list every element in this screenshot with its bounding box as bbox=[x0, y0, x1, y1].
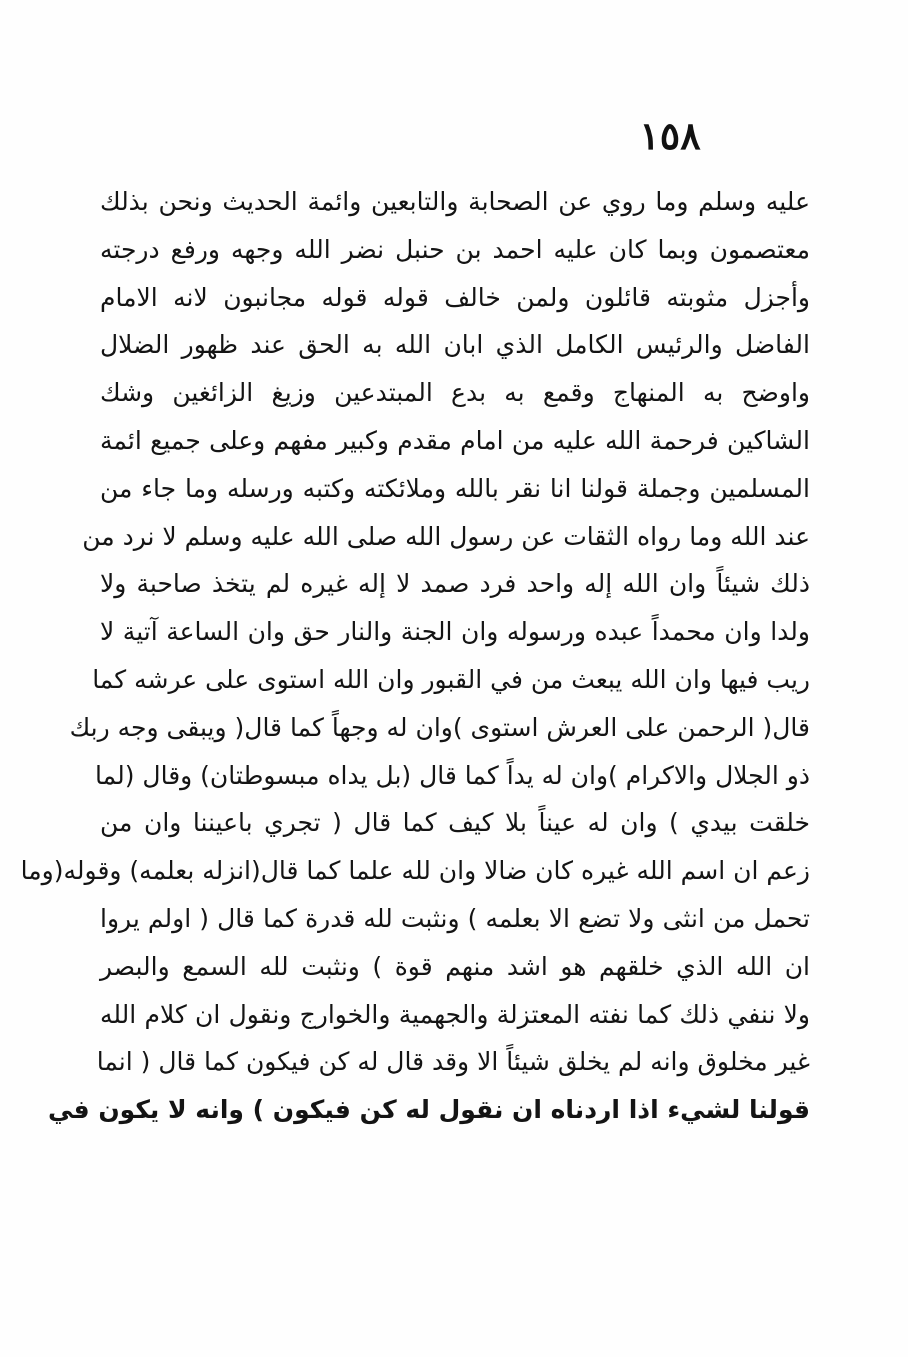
text-line: ان الله الذي خلقهم هو اشد منهم قوة ) ونثبت لله السمع والبصر bbox=[100, 951, 810, 981]
text-line: ريب فيها وان الله يبعث من في القبور وان الله استوى على عرشه كما bbox=[92, 664, 810, 694]
text-line: ذلك شيئاً وان الله إله واحد فرد صمد لا إله غيره لم يتخذ صاحبة ولا bbox=[100, 569, 810, 599]
text-line: تحمل من انثى ولا تضع الا بعلمه ) ونثبت لله قدرة كما قال ( اولم يروا bbox=[100, 903, 810, 933]
text-line: عليه وسلم وما روي عن الصحابة والتابعين وائمة الحديث ونحن بذلك bbox=[100, 187, 810, 216]
text-line: الفاضل والرئيس الكامل الذي ابان الله به الحق عند ظهور الضلال bbox=[100, 330, 810, 360]
text-line: الشاكين فرحمة الله عليه من امام مقدم وكبير مفهم وعلى جميع ائمة bbox=[100, 425, 810, 455]
text-line: معتصمون وبما كان عليه احمد بن حنبل نضر الله وجهه ورفع درجته bbox=[100, 234, 810, 264]
text-line: قال( الرحمن على العرش استوى )وان له وجهاً كما قال( ويبقى وجه ربك bbox=[69, 712, 810, 742]
text-line: وأجزل مثوبته قائلون ولمن خالف قوله قوله مجانبون لانه الامام bbox=[100, 282, 810, 312]
text-line: المسلمين وجملة قولنا انا نقر بالله وملائكته وكتبه ورسله وما جاء من bbox=[100, 473, 810, 503]
text-line: زعم ان اسم الله غيره كان ضالا وان لله علما كما قال(انزله بعلمه) وقوله(وما bbox=[20, 856, 810, 886]
text-line: عند الله وما رواه الثقات عن رسول الله صلى الله عليه وسلم لا نرد من bbox=[82, 521, 810, 551]
text-line: غير مخلوق وانه لم يخلق شيئاً الا وقد قال له كن فيكون كما قال ( انما bbox=[96, 1047, 810, 1077]
text-line: خلقت بيدي ) وان له عيناً بلا كيف كما قال ( تجري باعيننا وان من bbox=[100, 808, 810, 838]
page-number: ١٥٨ bbox=[639, 113, 701, 158]
text-line: ولدا وان محمداً عبده ورسوله وان الجنة والنار حق وان الساعة آتية لا bbox=[100, 617, 810, 647]
body-text bbox=[20, 178, 810, 1134]
text-line: ذو الجلال والاكرام )وان له يداً كما قال (بل يداه مبسوطتان) وقال (لما bbox=[95, 760, 810, 790]
text-line: ولا ننفي ذلك كما نفته المعتزلة والجهمية والخوارج ونقول ان كلام الله bbox=[100, 999, 810, 1029]
text-line: قولنا لشيء اذا اردناه ان نقول له كن فيكون ) وانه لا يكون في bbox=[47, 1095, 810, 1125]
text-line: واوضح به المنهاج وقمع به بدع المبتدعين وزيغ الزائغين وشك bbox=[100, 378, 810, 408]
